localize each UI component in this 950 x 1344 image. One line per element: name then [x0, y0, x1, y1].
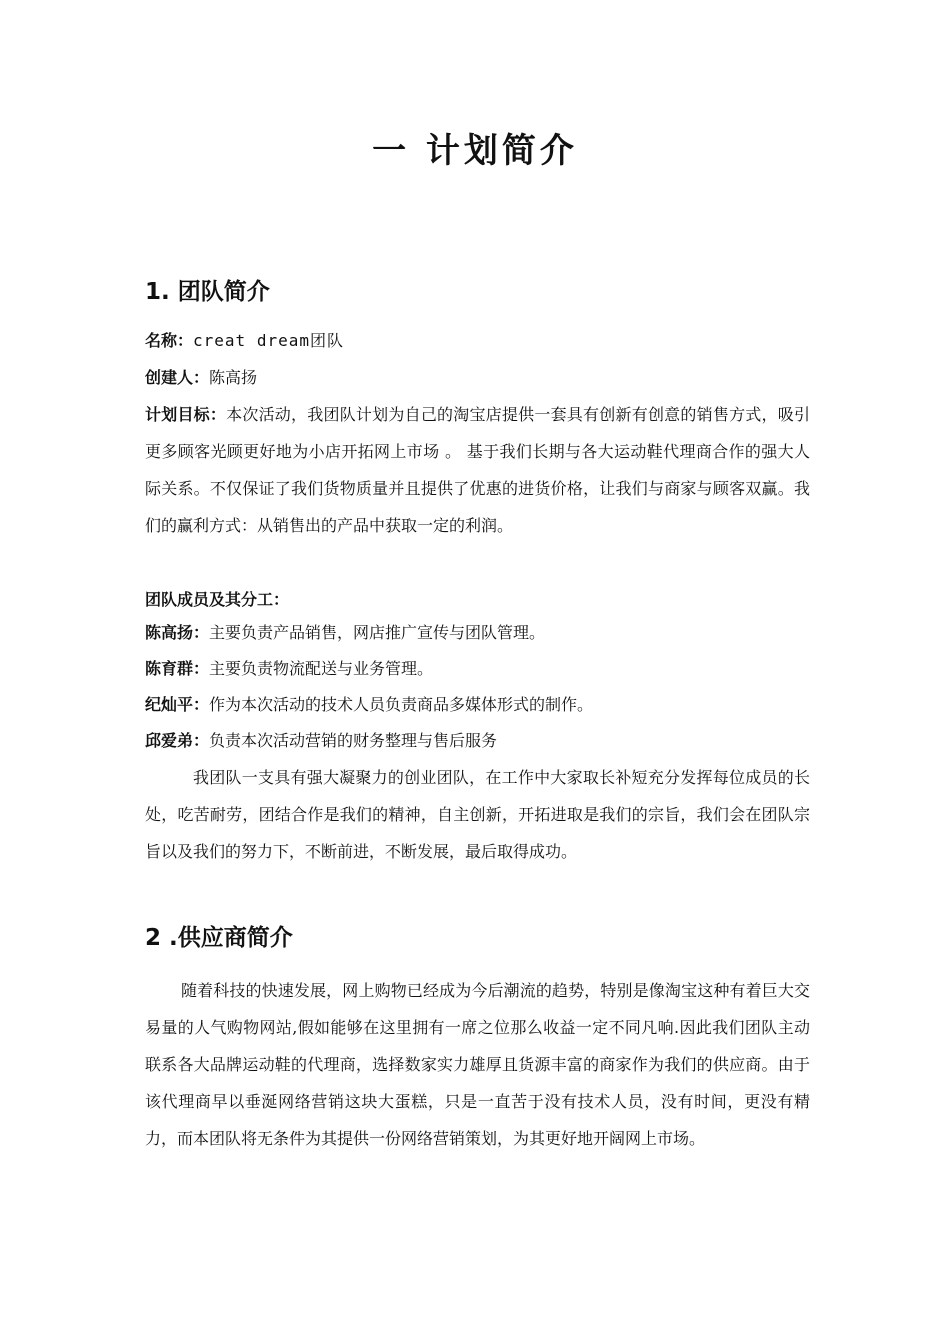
member-duty: 主要负责产品销售，网店推广宣传与团队管理。 — [209, 623, 546, 642]
founder-value: 陈高扬 — [209, 368, 258, 387]
member-name: 陈高扬： — [145, 623, 210, 642]
member-row — [145, 657, 810, 681]
team-paragraph: 我团队一支具有强大凝聚力的创业团队，在工作中大家取长补短充分发挥每位成员的长处，吃苦耐劳，团结合作是我们的精神，自主创新，开拓进取是我们的宗旨，我们会在团队宗旨以及我们的努力下，不断前进，不断发展，最后取得成功。 — [145, 768, 810, 861]
plan-goal-label: 计划目标： — [145, 405, 227, 424]
section2-heading: 2 .供应商简介 — [145, 925, 293, 951]
page-title: 一 计划简介 — [372, 131, 578, 171]
founder-label: 创建人： — [145, 368, 210, 387]
members-label: 团队成员及其分工： — [145, 590, 290, 609]
member-name: 陈育群： — [145, 659, 210, 678]
member-name: 邱爱弟： — [145, 731, 210, 750]
plan-goal-text: 本次活动，我团队计划为自己的淘宝店提供一套具有创新有创意的销售方式，吸引更多顾客光顾更好地为小店开拓网上市场 。 基于我们长期与各大运动鞋代理商合作的强大人际关系。不仅保证了我们货物质量并且提供了优惠的进货价格，让我们与商家与顾客双赢。我们的赢利方式：从销售出的产品中获取一定的利润。 — [145, 405, 810, 535]
supplier-paragraph: 随着科技的快速发展，网上购物已经成为今后潮流的趋势，特别是像淘宝这种有着巨大交易量的人气购物网站,假如能够在这里拥有一席之位那么收益一定不同凡响.因此我们团队主动联系各大品牌运动鞋的代理商，选择数家实力雄厚且货源丰富的商家作为我们的供应商。由于该代理商早以垂涎网络营销这块大蛋糕，只是一直苦于没有技术人员，没有时间，更没有精力，而本团队将无条件为其提供一份网络营销策划，为其更好地开阔网上市场。 — [145, 981, 810, 1148]
team-name-label: 名称： — [145, 331, 194, 350]
member-row — [145, 693, 810, 717]
member-row — [145, 621, 810, 645]
team-name-value: creat dream团队 — [193, 331, 344, 350]
member-row — [145, 729, 810, 753]
member-duty: 主要负责物流配送与业务管理。 — [209, 659, 434, 678]
member-name: 纪灿平： — [145, 695, 210, 714]
member-duty: 作为本次活动的技术人员负责商品多媒体形式的制作。 — [209, 695, 594, 714]
plan-goal-paragraph — [145, 396, 810, 544]
founder-row — [145, 366, 810, 390]
team-name-row — [145, 329, 810, 353]
section1-heading: 1. 团队简介 — [145, 279, 270, 305]
member-duty: 负责本次活动营销的财务整理与售后服务 — [209, 731, 498, 750]
